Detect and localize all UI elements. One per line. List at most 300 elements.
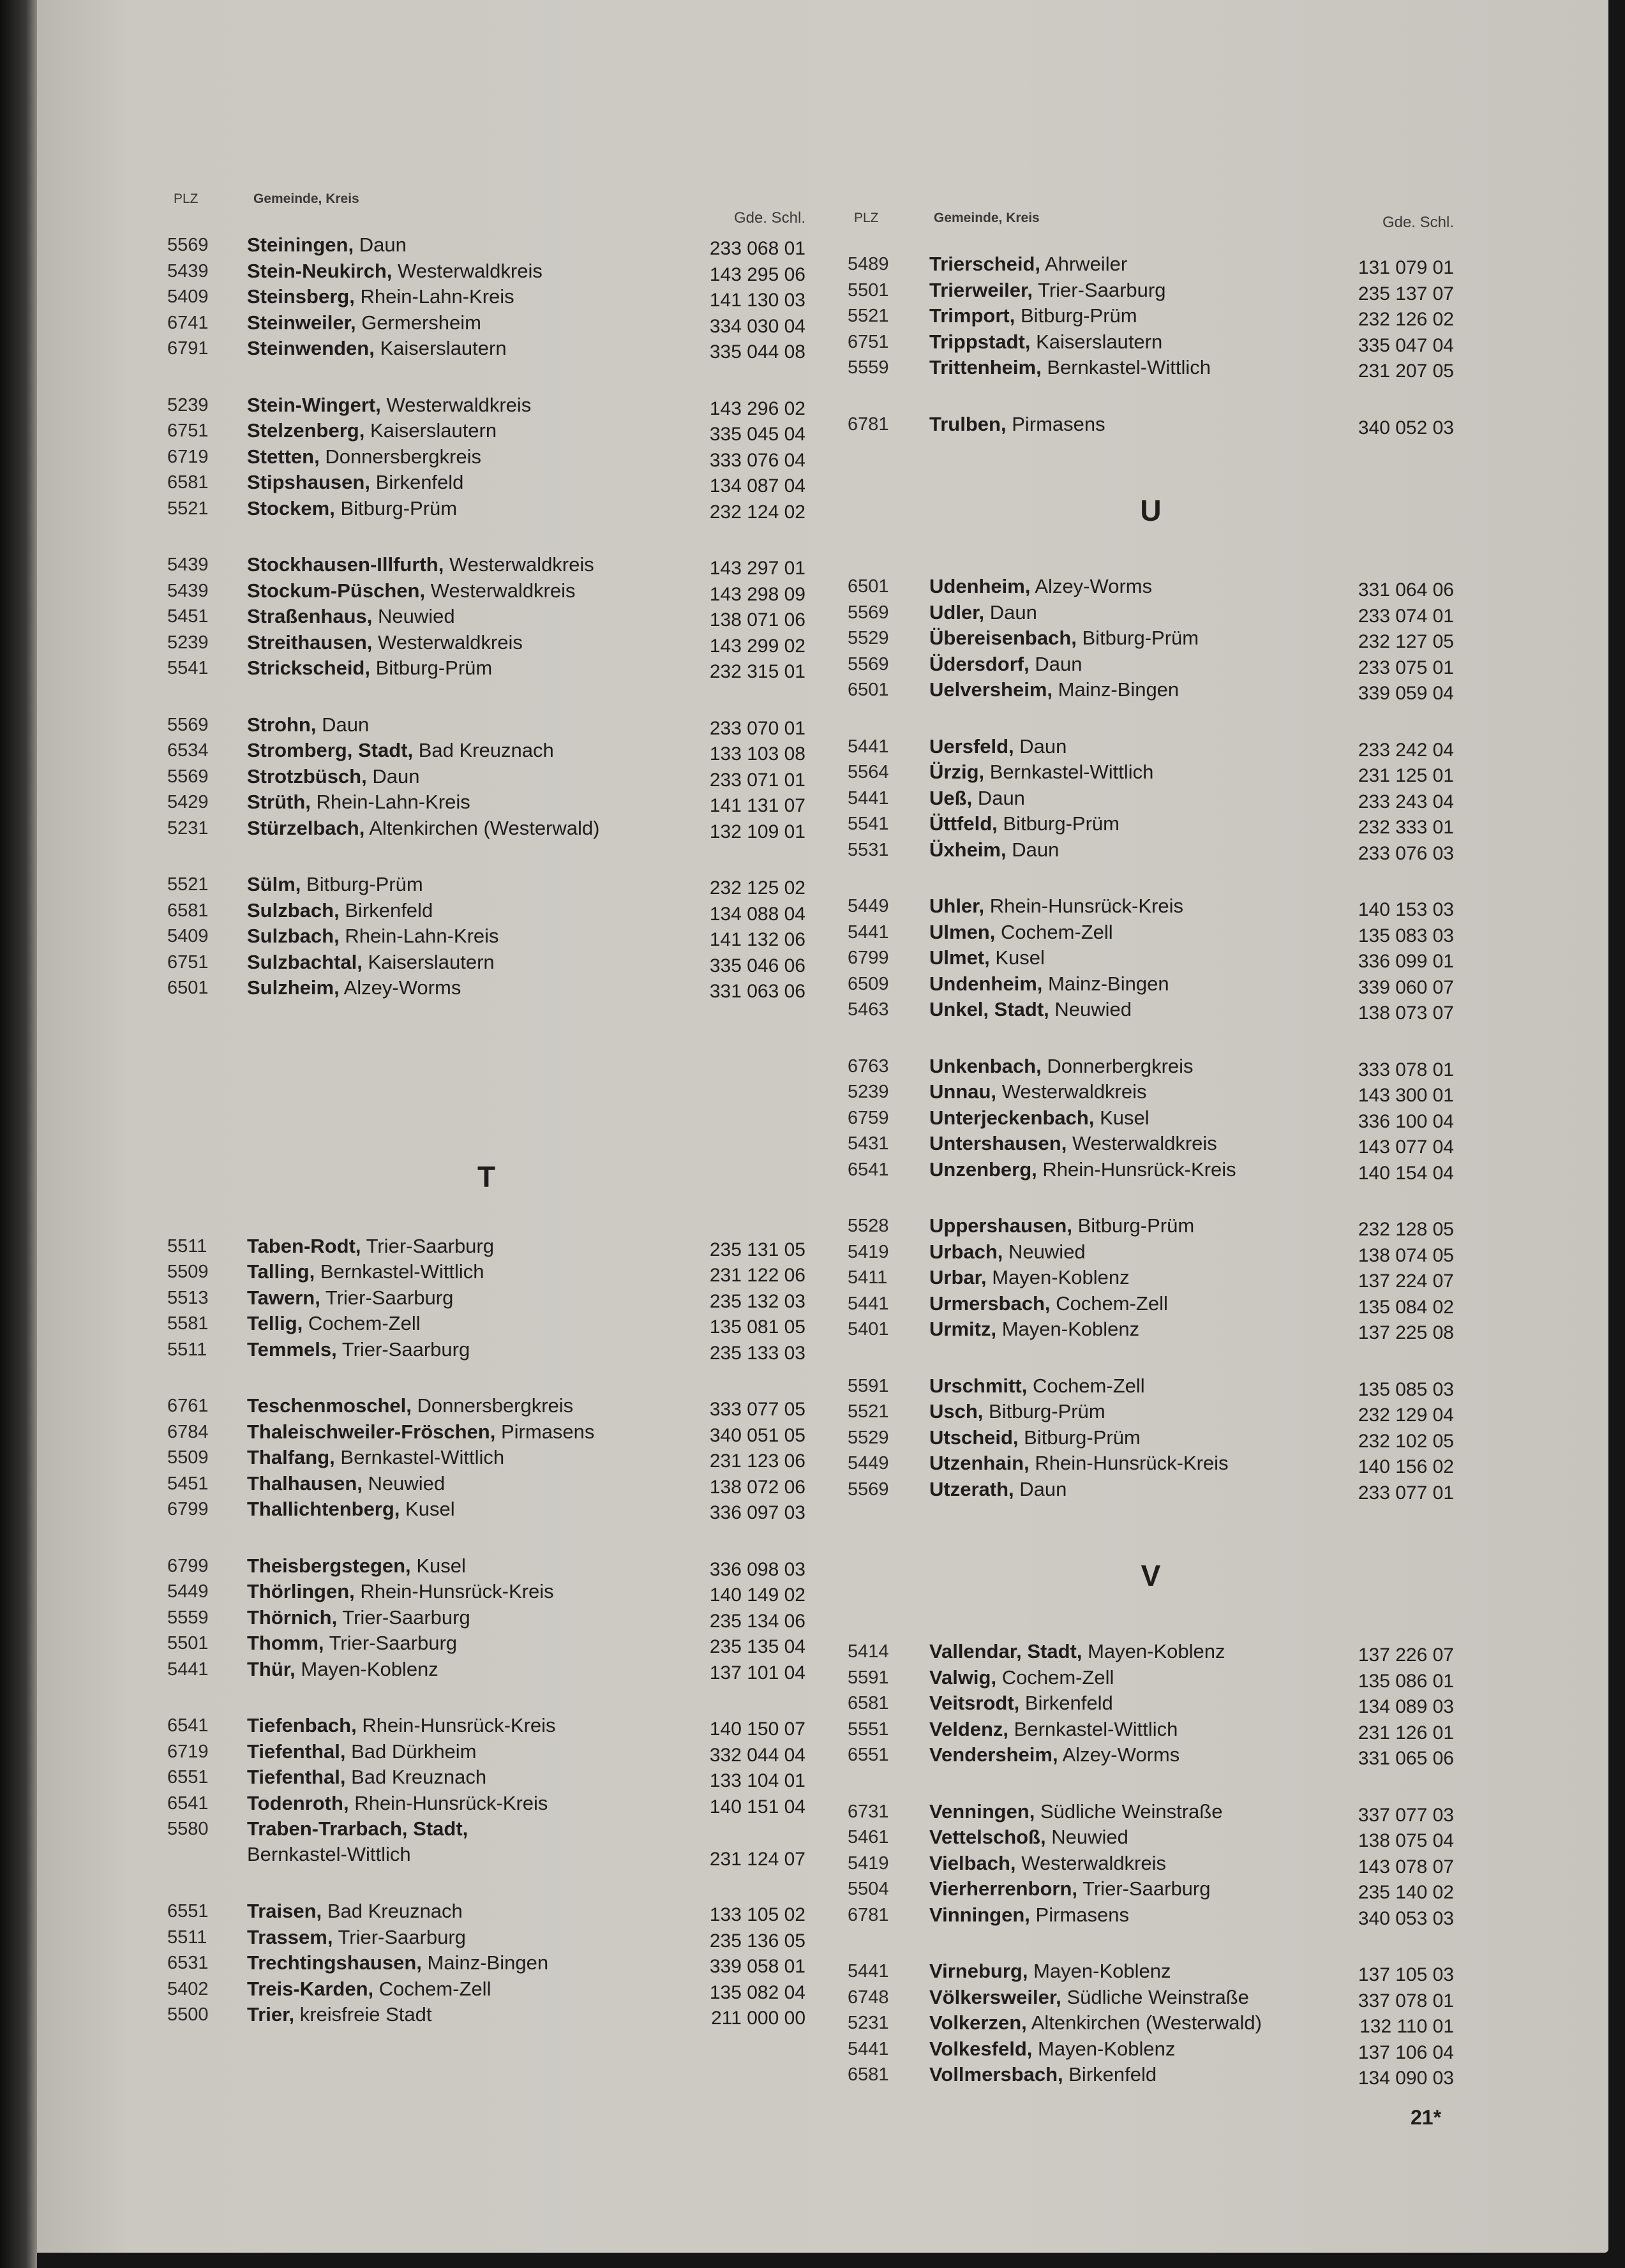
district-name: Germersheim xyxy=(361,311,481,334)
district-name: Westerwaldkreis xyxy=(1072,1132,1217,1154)
municipality xyxy=(929,1054,1194,1079)
entry-group xyxy=(167,552,805,682)
postal-code: 5551 xyxy=(848,1719,889,1740)
municipality-key: 339 060 07 xyxy=(1358,976,1454,998)
municipality xyxy=(929,1317,1139,1342)
municipality xyxy=(247,1553,466,1579)
table-row xyxy=(848,920,1454,946)
municipality-key: 233 068 01 xyxy=(709,238,805,259)
municipality xyxy=(247,1337,470,1362)
municipality xyxy=(247,1393,573,1419)
municipality xyxy=(247,1925,466,1950)
municipality xyxy=(247,1605,470,1630)
municipality-name: Volkerzen, xyxy=(929,2011,1027,2034)
municipality-key: 137 106 04 xyxy=(1358,2041,1454,2063)
municipality-name: Strüth, xyxy=(247,791,311,813)
district-name: Daun xyxy=(1019,735,1067,757)
municipality-key: 134 090 03 xyxy=(1358,2068,1454,2089)
district-name: Birkenfeld xyxy=(1024,1692,1113,1714)
municipality xyxy=(929,303,1137,329)
table-row xyxy=(167,789,805,816)
postal-code: 6581 xyxy=(848,2064,889,2085)
postal-code: 5509 xyxy=(167,1447,209,1468)
postal-code: 5521 xyxy=(848,306,889,326)
table-row xyxy=(167,764,805,790)
district-name: Kusel xyxy=(405,1498,455,1520)
district-name: Mainz-Bingen xyxy=(427,1951,549,1974)
postal-code: 6541 xyxy=(848,1159,889,1180)
municipality-key: 235 140 02 xyxy=(1358,1882,1454,1903)
district-name: Daun xyxy=(322,713,370,736)
municipality-key: 137 101 04 xyxy=(709,1662,805,1683)
district-name: Daun xyxy=(1012,838,1060,861)
district-name: Rhein-Lahn-Kreis xyxy=(360,285,514,308)
table-row xyxy=(848,1717,1454,1743)
municipality-key: 140 153 03 xyxy=(1358,899,1454,920)
entry-group xyxy=(167,1393,805,1523)
table-row xyxy=(848,2010,1454,2036)
municipality xyxy=(247,898,433,923)
table-row xyxy=(167,418,805,444)
municipality-name: Sulzbach, xyxy=(247,925,340,947)
municipality-key: 232 127 05 xyxy=(1358,631,1454,652)
district-name: Mainz-Bingen xyxy=(1048,972,1169,995)
table-row xyxy=(167,1630,805,1657)
municipality-name: Todenroth, xyxy=(247,1791,349,1814)
district-name: Trier-Saarburg xyxy=(366,1234,494,1257)
municipality-name: Urmersbach, xyxy=(929,1292,1051,1315)
municipality-key: 333 077 05 xyxy=(709,1399,805,1420)
municipality-key: 232 124 02 xyxy=(709,501,805,523)
municipality-name: Utzerath, xyxy=(929,1477,1014,1500)
municipality-key: 235 134 06 xyxy=(709,1610,805,1632)
municipality-key: 137 225 08 xyxy=(1358,1322,1454,1343)
table-row xyxy=(848,1239,1454,1265)
municipality-name: Steiningen, xyxy=(247,234,354,256)
postal-code: 5591 xyxy=(848,1375,889,1396)
municipality-key: 140 154 04 xyxy=(1358,1162,1454,1184)
district-name: Bitburg-Prüm xyxy=(306,873,423,895)
municipality-name: Steinsberg, xyxy=(247,285,355,308)
municipality-key: 235 137 07 xyxy=(1358,283,1454,304)
municipality xyxy=(247,1816,468,1842)
municipality xyxy=(929,2036,1175,2062)
municipality-name: Übereisenbach, xyxy=(929,627,1077,649)
district-name: Mayen-Koblenz xyxy=(1001,1318,1140,1340)
postal-code: 6799 xyxy=(167,1499,209,1519)
table-row xyxy=(848,1373,1454,1399)
postal-code: 5439 xyxy=(167,260,209,281)
table-row xyxy=(848,652,1454,678)
table-row xyxy=(848,1317,1454,1343)
municipality-name: Sülm, xyxy=(247,873,301,895)
municipality xyxy=(929,600,1037,625)
district-name: Kaiserslautern xyxy=(368,950,495,973)
municipality-name: Urbach, xyxy=(929,1240,1003,1263)
municipality-name: Thörlingen, xyxy=(247,1580,355,1602)
table-row xyxy=(848,1213,1454,1239)
municipality xyxy=(929,1690,1113,1716)
municipality-key: 141 131 07 xyxy=(709,795,805,816)
district-name: kreisfreie Stadt xyxy=(299,2003,432,2026)
postal-code: 5513 xyxy=(167,1287,209,1308)
district-name: Trier-Saarburg xyxy=(329,1632,458,1654)
municipality xyxy=(929,1239,1086,1265)
municipality xyxy=(247,418,497,444)
entry-group xyxy=(167,392,805,522)
municipality-key: 143 077 04 xyxy=(1358,1137,1454,1158)
municipality xyxy=(929,1291,1168,1317)
municipality-name: Ueß, xyxy=(929,786,973,809)
table-row xyxy=(167,1899,805,1925)
district-name: Westerwaldkreis xyxy=(386,393,532,416)
municipality xyxy=(929,1639,1225,1664)
municipality-key: 340 053 03 xyxy=(1358,1907,1454,1929)
municipality xyxy=(247,1899,463,1924)
municipality-name: Thomm, xyxy=(247,1632,324,1654)
municipality-key: 336 098 03 xyxy=(709,1558,805,1580)
municipality-name: Veitsrodt, xyxy=(929,1692,1020,1714)
municipality xyxy=(929,329,1162,355)
postal-code: 5441 xyxy=(848,921,889,943)
table-row xyxy=(167,392,805,419)
table-row xyxy=(167,1739,805,1765)
postal-code: 5511 xyxy=(167,1927,207,1948)
district-name: Rhein-Hunsrück-Kreis xyxy=(354,1791,548,1814)
district-name: Kaiserslautern xyxy=(1036,330,1163,353)
postal-code: 5239 xyxy=(167,394,209,415)
postal-code: 5521 xyxy=(167,498,209,519)
municipality-key: 335 046 06 xyxy=(709,955,805,976)
municipality-name: Theisbergstegen, xyxy=(247,1554,411,1577)
table-row xyxy=(167,1311,805,1337)
table-row xyxy=(167,444,805,470)
table-row xyxy=(848,1876,1454,1902)
district-name: Bitburg-Prüm xyxy=(340,496,458,519)
table-row xyxy=(848,1054,1454,1080)
municipality-key: 137 226 07 xyxy=(1358,1645,1454,1666)
table-row xyxy=(167,816,805,842)
municipality-key: 331 065 06 xyxy=(1358,1748,1454,1769)
postal-code: 5509 xyxy=(167,1262,209,1282)
municipality-key: 134 089 03 xyxy=(1358,1696,1454,1717)
municipality-key: 134 088 04 xyxy=(709,903,805,925)
municipality-name: Sulzheim, xyxy=(247,976,340,999)
municipality-name: Unterjeckenbach, xyxy=(929,1106,1095,1129)
municipality xyxy=(929,1876,1211,1902)
page-number: 21* xyxy=(1411,2106,1442,2129)
municipality xyxy=(247,789,470,815)
municipality-name: Urschmitt, xyxy=(929,1374,1028,1397)
municipality xyxy=(929,1399,1105,1424)
table-row xyxy=(848,1958,1454,1985)
postal-code: 5441 xyxy=(848,1961,889,1981)
municipality-name: Üdersdorf, xyxy=(929,652,1030,675)
municipality xyxy=(247,578,576,604)
municipality-name: Üttfeld, xyxy=(929,812,998,835)
postal-code: 5529 xyxy=(848,628,889,648)
municipality-name: Thalhausen, xyxy=(247,1472,363,1495)
municipality xyxy=(929,1851,1166,1876)
municipality-name: Utscheid, xyxy=(929,1426,1019,1449)
municipality-name: Venningen, xyxy=(929,1800,1035,1823)
table-row xyxy=(167,975,805,1001)
letter-heading: T xyxy=(477,1160,496,1193)
municipality-name: Ulmen, xyxy=(929,920,996,943)
district-name: Neuwied xyxy=(378,605,455,627)
postal-code: 6799 xyxy=(848,948,889,968)
postal-code: 6784 xyxy=(167,1421,209,1442)
district-name: Kusel xyxy=(995,946,1045,969)
postal-code: 5441 xyxy=(848,736,889,757)
municipality xyxy=(929,412,1105,437)
municipality-name: Virneburg, xyxy=(929,1960,1028,1982)
postal-code: 5569 xyxy=(848,653,889,675)
municipality-key: 141 130 03 xyxy=(709,290,805,311)
municipality xyxy=(929,1477,1067,1502)
district-name: Mainz-Bingen xyxy=(1058,678,1179,701)
municipality-name: Treis-Karden, xyxy=(247,1977,374,2000)
postal-code: 5511 xyxy=(167,1235,207,1257)
municipality xyxy=(247,1713,556,1738)
municipality-key: 231 207 05 xyxy=(1358,361,1454,382)
postal-code: 5409 xyxy=(167,287,209,307)
municipality-key: 232 125 02 xyxy=(709,877,805,899)
table-row xyxy=(167,310,805,336)
municipality-key: 140 150 07 xyxy=(709,1719,805,1740)
municipality xyxy=(247,232,407,258)
municipality-name: Unzenberg, xyxy=(929,1158,1037,1181)
header-gemeinde: Gemeinde, Kreis xyxy=(253,191,359,206)
municipality-key: 211 000 00 xyxy=(711,2008,805,2029)
table-row xyxy=(848,625,1454,652)
municipality-name: Strohn, xyxy=(247,713,317,736)
municipality xyxy=(929,945,1045,971)
municipality xyxy=(929,2062,1157,2087)
municipality-name: Vendersheim, xyxy=(929,1743,1058,1766)
municipality xyxy=(929,625,1199,651)
district-name: Neuwied xyxy=(1008,1240,1086,1263)
municipality-name: Stockhausen-Illfurth, xyxy=(247,553,444,576)
postal-code: 5461 xyxy=(848,1827,889,1847)
municipality-key: 231 125 01 xyxy=(1358,765,1454,786)
municipality-key: 143 297 01 xyxy=(709,558,805,579)
municipality xyxy=(247,816,599,841)
table-row xyxy=(848,574,1454,600)
municipality-name: Strickscheid, xyxy=(247,657,370,679)
municipality xyxy=(929,574,1152,599)
table-row xyxy=(848,786,1454,812)
district-name: Bernkastel-Wittlich xyxy=(1047,356,1211,378)
postal-code: 6501 xyxy=(167,978,209,998)
municipality-name: Traben-Trarbach, Stadt, xyxy=(247,1817,468,1840)
table-row xyxy=(848,1079,1454,1105)
postal-code: 6581 xyxy=(167,900,209,921)
district-name: Birkenfeld xyxy=(375,471,464,493)
municipality-key: 233 075 01 xyxy=(1358,657,1454,678)
district-name: Bad Kreuznach xyxy=(418,739,554,761)
municipality-name: Taben-Rodt, xyxy=(247,1234,361,1257)
municipality-name: Ürzig, xyxy=(929,761,985,783)
column-header xyxy=(167,191,805,227)
municipality xyxy=(247,872,423,897)
district-name: Pirmasens xyxy=(1035,1903,1129,1926)
municipality-name: Völkersweiler, xyxy=(929,1985,1061,2008)
municipality xyxy=(929,920,1113,945)
postal-code: 6761 xyxy=(167,1396,209,1416)
postal-code: 5591 xyxy=(848,1667,889,1688)
municipality-key: 333 078 01 xyxy=(1358,1059,1454,1080)
district-name: Rhein-Lahn-Kreis xyxy=(345,925,499,947)
municipality-key: 233 076 03 xyxy=(1358,842,1454,864)
municipality xyxy=(929,1902,1129,1928)
right-column xyxy=(848,211,1454,2088)
book-binding xyxy=(0,0,37,2268)
postal-code: 5559 xyxy=(848,357,889,378)
municipality xyxy=(247,552,594,578)
municipality-key: 143 296 02 xyxy=(709,398,805,419)
municipality xyxy=(929,893,1183,919)
district-name: Trier-Saarburg xyxy=(1038,278,1166,301)
table-row xyxy=(848,1265,1454,1291)
district-name: Cochem-Zell xyxy=(308,1312,421,1334)
municipality xyxy=(929,1105,1149,1131)
municipality xyxy=(247,738,554,763)
municipality xyxy=(247,1950,548,1976)
district-name: Rhein-Hunsrück-Kreis xyxy=(989,895,1183,917)
table-row xyxy=(167,712,805,738)
entry-group xyxy=(848,1799,1454,1929)
postal-code: 5449 xyxy=(848,896,889,916)
table-row xyxy=(848,412,1454,438)
municipality-name: Uppershausen, xyxy=(929,1214,1072,1237)
district-name: Donnersbergkreis xyxy=(325,445,481,468)
municipality-key: 135 083 03 xyxy=(1358,925,1454,946)
district-name: Cochem-Zell xyxy=(1056,1292,1168,1315)
district-name: Cochem-Zell xyxy=(1001,1666,1114,1689)
municipality-name: Veldenz, xyxy=(929,1717,1009,1740)
municipality-key: 336 099 01 xyxy=(1358,951,1454,972)
table-row xyxy=(848,677,1454,703)
postal-code: 6759 xyxy=(848,1107,889,1128)
municipality-key: 133 103 08 xyxy=(709,743,805,765)
municipality-name: Sulzbachtal, xyxy=(247,950,363,973)
municipality-key: 233 077 01 xyxy=(1358,1482,1454,1503)
municipality-key: 132 110 01 xyxy=(1359,2016,1454,2037)
municipality xyxy=(929,1079,1147,1105)
municipality xyxy=(929,1799,1222,1824)
municipality-key: 332 044 04 xyxy=(709,1744,805,1766)
municipality xyxy=(929,1985,1249,2010)
district-name: Bernkastel-Wittlich xyxy=(320,1260,484,1283)
municipality xyxy=(247,1445,504,1470)
table-row xyxy=(848,1451,1454,1477)
postal-code: 5501 xyxy=(848,280,889,301)
table-row xyxy=(167,2002,805,2028)
municipality-key: 233 070 01 xyxy=(709,717,805,739)
municipality-key: 233 074 01 xyxy=(1358,605,1454,627)
postal-code: 5439 xyxy=(167,555,209,575)
postal-code: 5521 xyxy=(167,874,209,895)
municipality-name: Trittenheim, xyxy=(929,356,1042,378)
table-row xyxy=(167,738,805,764)
entry-group xyxy=(167,872,805,1001)
postal-code: 5239 xyxy=(167,632,209,653)
municipality-key: 232 126 02 xyxy=(1358,309,1454,330)
municipality-name: Tiefenthal, xyxy=(247,1740,346,1763)
municipality-key: 231 123 06 xyxy=(709,1451,805,1472)
district-name: Trier-Saarburg xyxy=(338,1925,466,1948)
table-row xyxy=(167,655,805,682)
municipality-key: 337 078 01 xyxy=(1358,1990,1454,2011)
district-name: Rhein-Hunsrück-Kreis xyxy=(362,1714,556,1736)
postal-code: 5429 xyxy=(167,792,209,812)
municipality xyxy=(247,630,523,655)
municipality-name: Vollmersbach, xyxy=(929,2063,1063,2085)
municipality xyxy=(247,1657,438,1682)
district-name: Trier-Saarburg xyxy=(325,1286,454,1309)
table-row xyxy=(848,2036,1454,2063)
municipality xyxy=(929,652,1082,677)
district-name: Daun xyxy=(359,234,407,256)
municipality-key: 337 077 03 xyxy=(1358,1804,1454,1826)
municipality-name: Teschenmoschel, xyxy=(247,1394,412,1417)
table-row xyxy=(167,232,805,258)
district-name: Kaiserslautern xyxy=(380,337,507,359)
municipality xyxy=(247,496,457,521)
municipality xyxy=(929,1824,1128,1850)
district-name: Westerwaldkreis xyxy=(430,579,576,602)
table-row xyxy=(848,329,1454,355)
district-name: Donnersbergkreis xyxy=(417,1394,574,1417)
table-row xyxy=(167,1791,805,1817)
municipality-key: 335 045 04 xyxy=(709,424,805,445)
district-name: Westerwaldkreis xyxy=(398,259,543,282)
district-name: Mayen-Koblenz xyxy=(992,1266,1130,1288)
municipality-key: 131 079 01 xyxy=(1358,257,1454,278)
table-row xyxy=(848,734,1454,760)
municipality-name: Thaleischweiler-Fröschen, xyxy=(247,1420,496,1443)
municipality-name: Uhler, xyxy=(929,895,985,917)
postal-code: 6719 xyxy=(167,446,209,467)
municipality-name: Stockem, xyxy=(247,496,335,519)
municipality xyxy=(247,1791,548,1816)
letter-heading: U xyxy=(1140,494,1162,527)
table-row xyxy=(848,1902,1454,1929)
municipality-key: 232 315 01 xyxy=(709,661,805,682)
district-name: Rhein-Hunsrück-Kreis xyxy=(360,1580,554,1602)
entry-group xyxy=(167,1234,805,1363)
municipality xyxy=(247,604,455,629)
table-row xyxy=(848,893,1454,920)
municipality-name: Unkel, Stadt, xyxy=(929,998,1049,1020)
header-schluessel: Gde. Schl. xyxy=(1382,214,1454,231)
district-name: Bernkastel-Wittlich xyxy=(247,1843,411,1865)
postal-code: 5501 xyxy=(167,1633,209,1653)
table-row xyxy=(167,1496,805,1523)
municipality-name: Stockum-Püschen, xyxy=(247,579,426,602)
postal-code: 5559 xyxy=(167,1607,209,1628)
entry-group xyxy=(848,1958,1454,2088)
municipality-name: Tiefenthal, xyxy=(247,1766,346,1788)
postal-code: 5409 xyxy=(167,926,209,946)
postal-code: 6551 xyxy=(167,1767,209,1787)
postal-code: 6751 xyxy=(848,331,889,352)
postal-code: 6741 xyxy=(167,312,209,333)
district-name: Bad Dürkheim xyxy=(351,1740,477,1763)
postal-code: 6501 xyxy=(848,576,889,597)
postal-code: 5541 xyxy=(167,658,209,678)
